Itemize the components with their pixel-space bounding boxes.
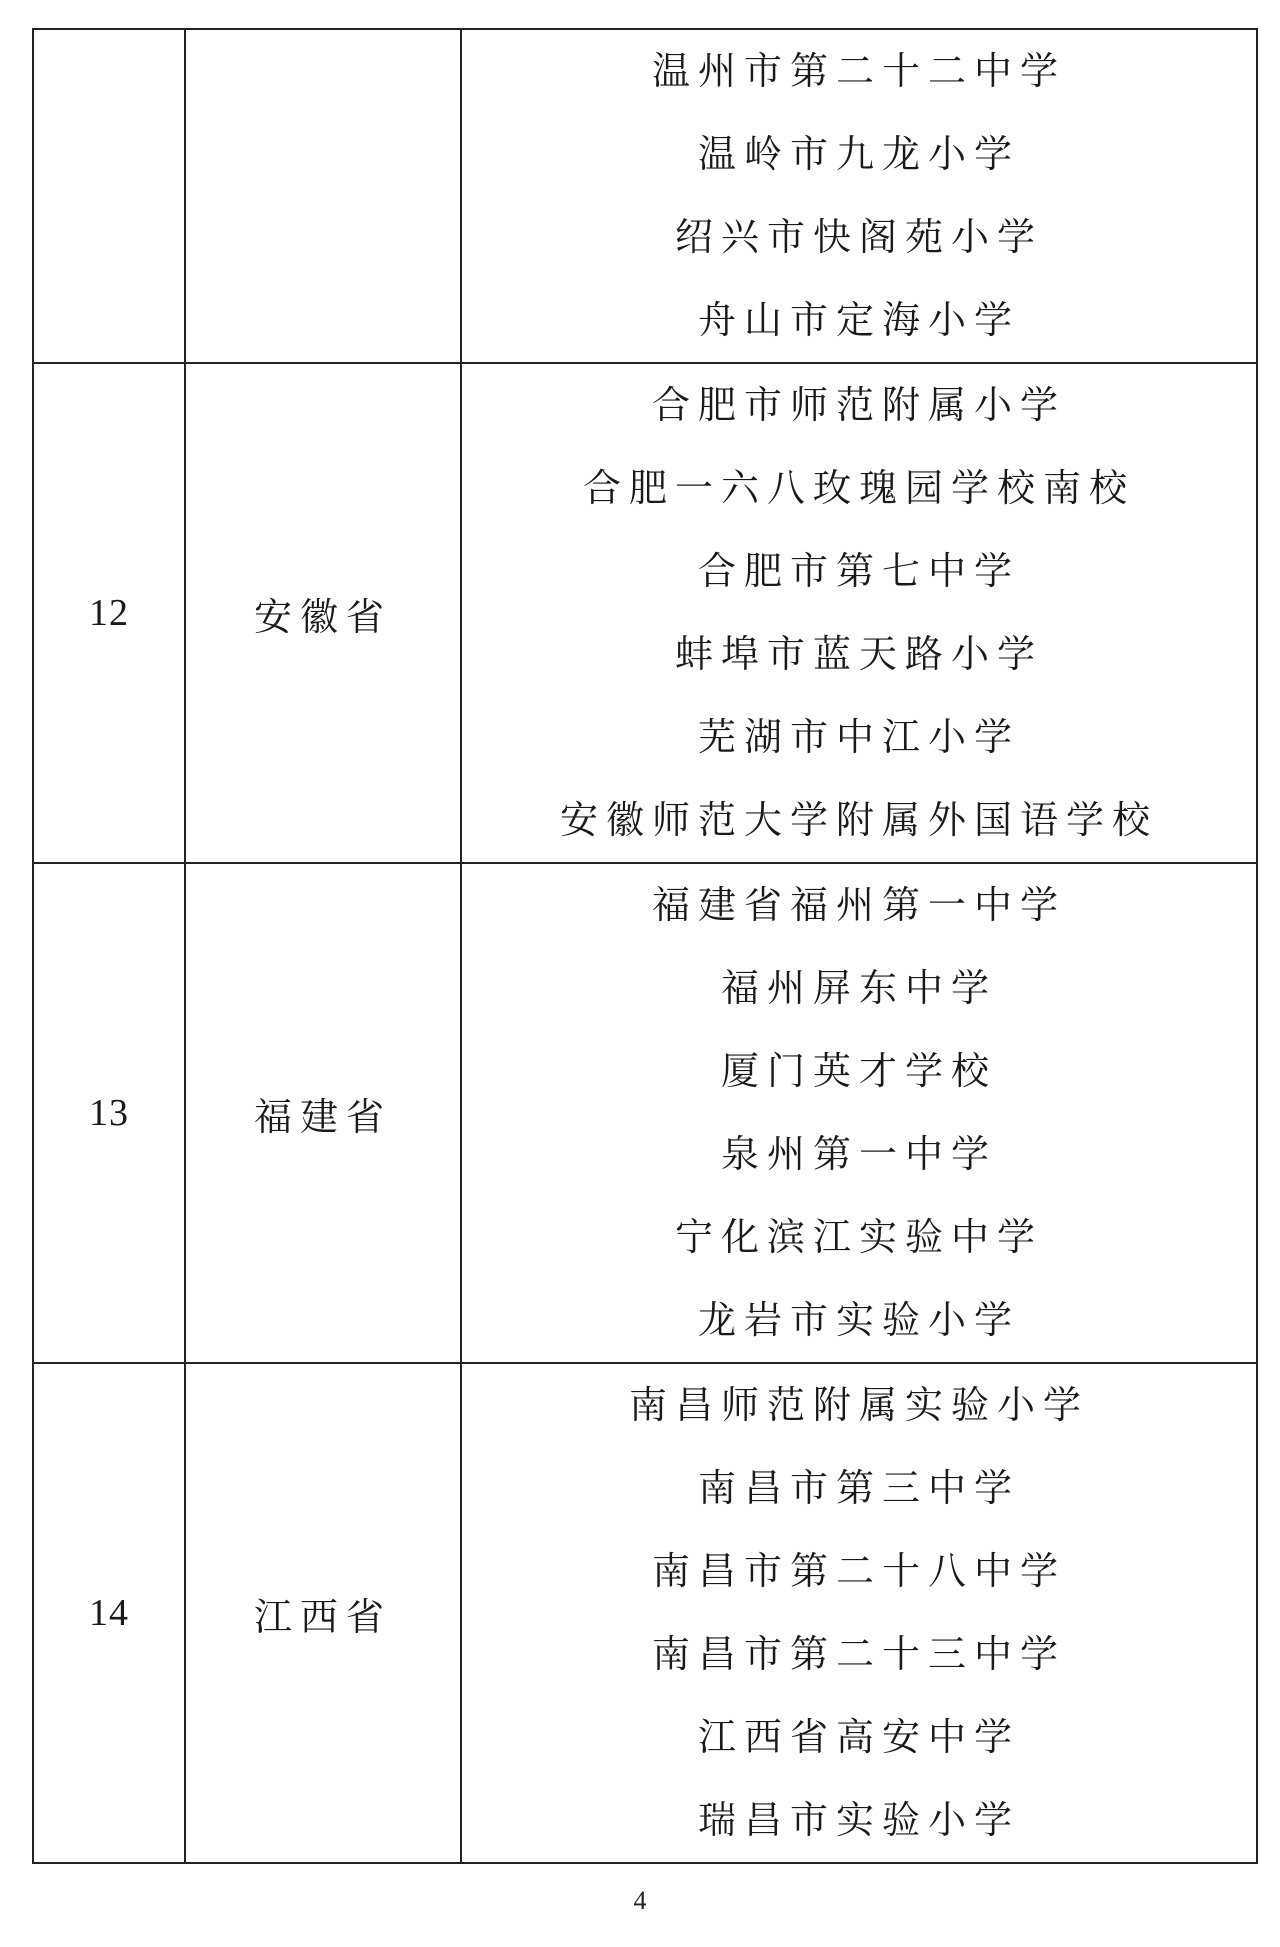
school-name: 瑞昌市实验小学 (697, 1798, 1020, 1842)
school-name: 温州市第二十二中学 (651, 49, 1066, 93)
school-name: 宁化滨江实验中学 (674, 1215, 1043, 1259)
school-name: 温岭市九龙小学 (697, 132, 1020, 176)
school-name: 合肥一六八玫瑰园学校南校 (582, 466, 1135, 510)
province-cell (185, 29, 461, 363)
school-name: 福建省福州第一中学 (651, 883, 1066, 927)
row-number-cell: 12 (33, 363, 185, 863)
school-list (462, 364, 1256, 862)
province-cell: 江西省 (185, 1363, 461, 1863)
school-list-table (32, 28, 1258, 1864)
school-name: 舟山市定海小学 (697, 298, 1020, 342)
schools-cell (461, 863, 1257, 1363)
table-row (33, 363, 1257, 863)
school-name: 龙岩市实验小学 (697, 1298, 1020, 1342)
table-row (33, 29, 1257, 363)
row-number-cell: 13 (33, 863, 185, 1363)
schools-cell (461, 363, 1257, 863)
school-name: 南昌市第三中学 (697, 1466, 1020, 1510)
school-name: 安徽师范大学附属外国语学校 (559, 798, 1158, 842)
school-name: 南昌师范附属实验小学 (628, 1383, 1089, 1427)
row-number-cell (33, 29, 185, 363)
schools-cell (461, 1363, 1257, 1863)
table-row (33, 1363, 1257, 1863)
school-list (462, 1364, 1256, 1862)
school-name: 南昌市第二十三中学 (651, 1632, 1066, 1676)
school-name: 芜湖市中江小学 (697, 715, 1020, 759)
page-number: 4 (633, 1886, 647, 1915)
school-name: 蚌埠市蓝天路小学 (674, 632, 1043, 676)
school-name: 厦门英才学校 (720, 1049, 997, 1093)
table-row (33, 863, 1257, 1363)
school-name: 江西省高安中学 (697, 1715, 1020, 1759)
school-name: 泉州第一中学 (720, 1132, 997, 1176)
school-list (462, 30, 1256, 362)
school-list (462, 864, 1256, 1362)
school-name: 绍兴市快阁苑小学 (674, 215, 1043, 259)
province-cell: 福建省 (185, 863, 461, 1363)
school-name: 合肥市师范附属小学 (651, 383, 1066, 427)
school-name: 合肥市第七中学 (697, 549, 1020, 593)
school-name: 福州屏东中学 (720, 966, 997, 1010)
school-name: 南昌市第二十八中学 (651, 1549, 1066, 1593)
row-number-cell: 14 (33, 1363, 185, 1863)
province-cell: 安徽省 (185, 363, 461, 863)
schools-cell (461, 29, 1257, 363)
